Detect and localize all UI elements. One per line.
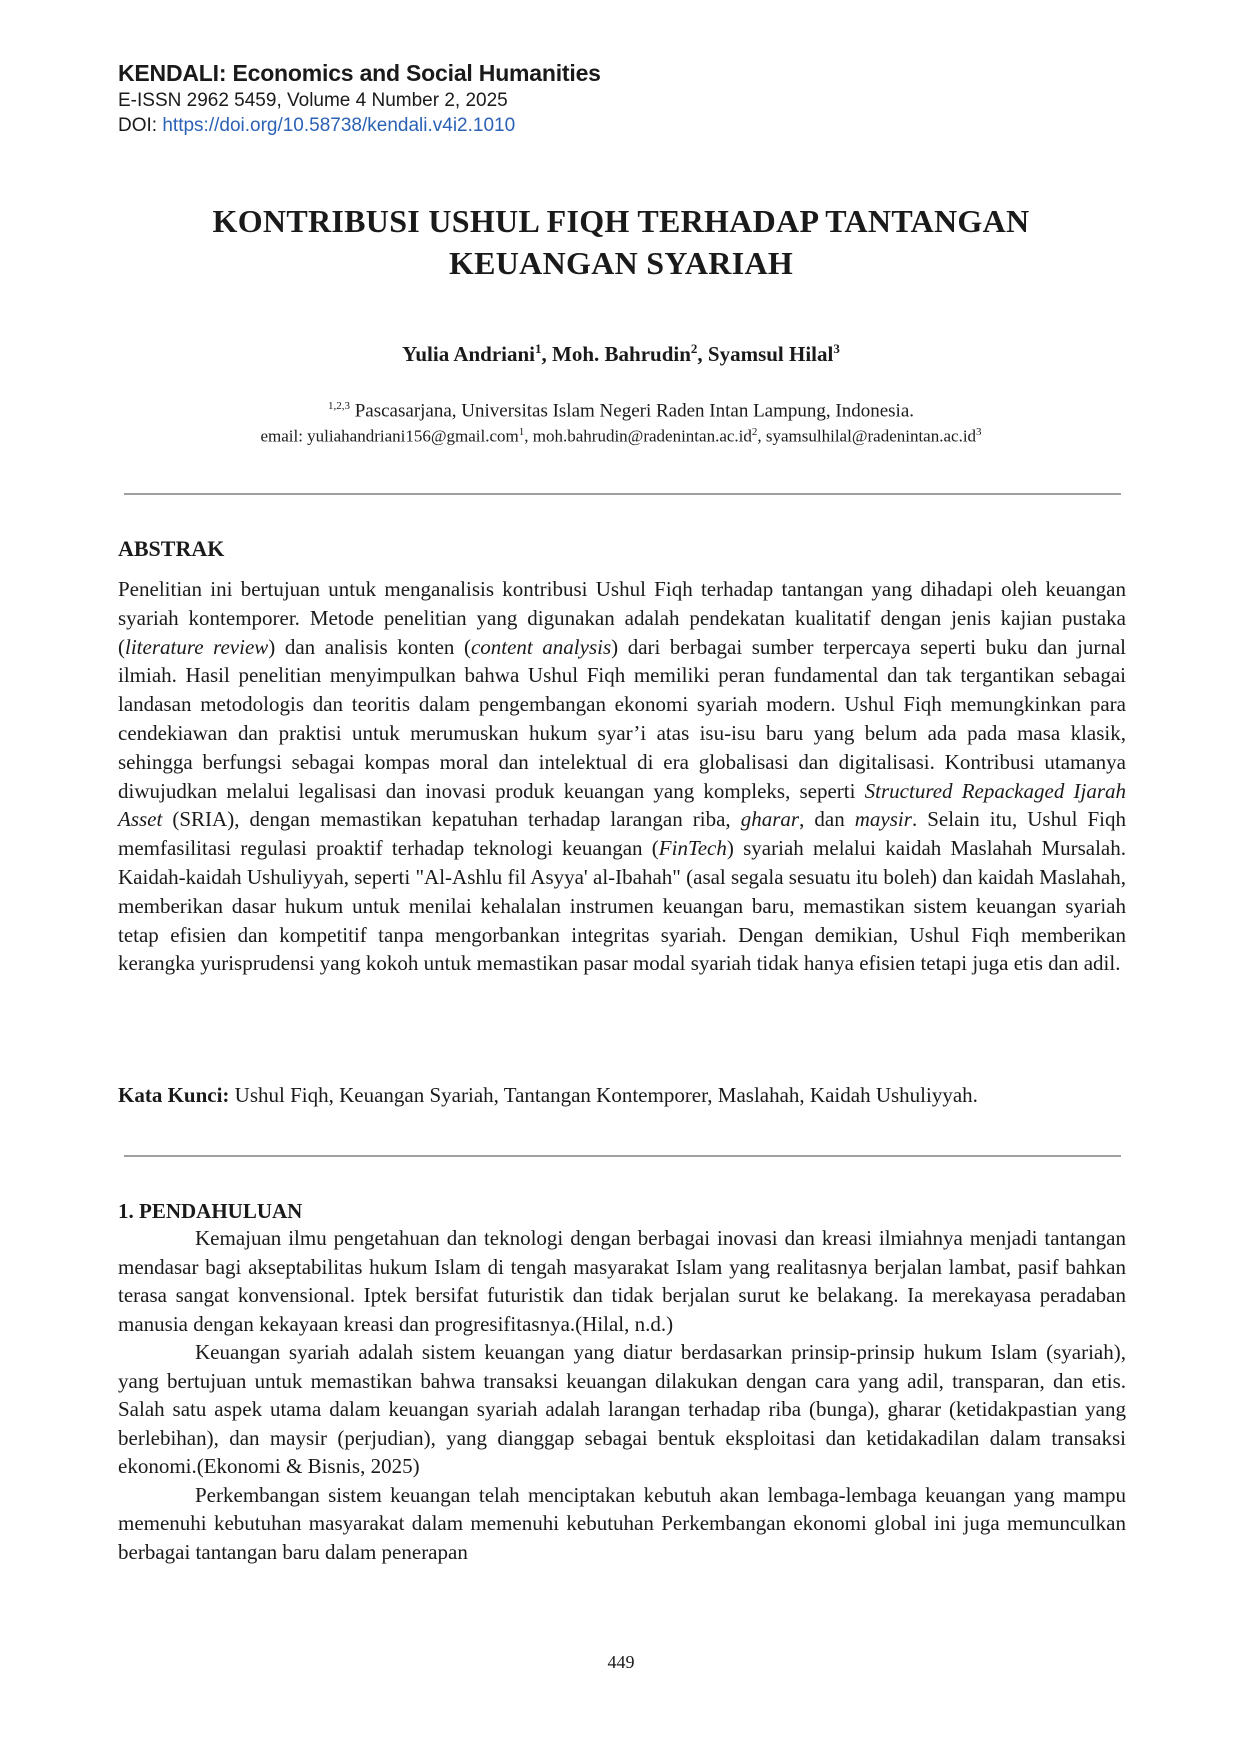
email-address[interactable]: yuliahandriani156@gmail.com <box>307 426 519 446</box>
abstract-segment: ) syariah melalui kaidah Maslahah Mursalah. Kaidah-kaidah Ushuliyyah, seperti "Al-Ashlu fil Asyya' al-Ibahah" (asal segala sesuatu itu boleh) dan kaidah Maslahah, memberikan dasar hukum untuk menilai kehalalan instrumen keuangan baru, memastikan sistem keuangan syariah tetap efisien dan kompetitif tanpa mengorbankan integritas syariah. Dengan demikian, Ushul Fiqh memberikan kerangka yurisprudensi yang kokoh untuk memastikan pasar modal syariah tidak hanya efisien tetapi juga etis dan adil. <box>118 836 1127 976</box>
email-superscript: 1 <box>518 426 525 438</box>
journal-header <box>118 58 601 138</box>
author-list: Yulia Andriani$^1$, Moh. Bahrudin$^2$, Syamsul Hilal$^3$ <box>402 341 840 366</box>
keywords-text: Ushul Fiqh, Keuangan Syariah, Tantangan Kontemporer, Maslahah, Kaidah Ushuliyyah. <box>229 1083 978 1107</box>
author-superscript: 1 <box>535 341 542 356</box>
abstract-segment: Penelitian ini bertujuan untuk menganalisis kontribusi Ushul Fiqh terhadap tantangan yang dihadapi oleh keuangan syariah kontemporer. Metode penelitian yang digunakan adalah pendekatan kualitatif dengan jenis kajian pustaka ( <box>118 577 1126 659</box>
abstract-italic: maysir <box>854 807 912 832</box>
email-address[interactable]: syamsulhilal@radenintan.ac.id <box>765 426 977 446</box>
abstract-italic: content analysis <box>470 634 612 659</box>
abstract-text <box>118 575 1126 978</box>
divider-top <box>124 493 1121 495</box>
page-number: 449 <box>607 1652 635 1672</box>
divider-bottom <box>124 1155 1121 1157</box>
section-body <box>118 1224 1126 1566</box>
abstract-segment: ) dari berbagai sumber terpercaya seperti buku dan jurnal ilmiah. Hasil penelitian menyimpulkan bahwa Ushul Fiqh memiliki peran fundamental dan tak tergantikan sebagai landasan metodologis dan teoritis dalam pengembangan ekonomi syariah modern. Ushul Fiqh memungkinkan para cendekiawan dan praktisi untuk merumuskan hukum syar’i atas isu-isu baru yang belum ada pada masa klasik, sehingga berfungsi sebagai kompas moral dan intelektual di era globalisasi dan digitalisasi. Kontribusi utamanya diwujudkan melalui legalisasi dan inovasi produk keuangan yang kompleks, seperti <box>118 634 1126 803</box>
body-paragraph: Keuangan syariah adalah sistem keuangan yang diatur berdasarkan prinsip-prinsip hukum Islam (syariah), yang bertujuan untuk memastikan bahwa transaksi keuangan dilakukan dengan cara yang adil, transparan, dan etis. Salah satu aspek utama dalam keuangan syariah adalah larangan terhadap riba (bunga), gharar (ketidakpastian yang berlebihan), dan maysir (perjudian), yang dianggap sebagai bentuk eksploitasi dan ketidakadilan dalam transaksi ekonomi.(Ekonomi & Bisnis, 2025) <box>118 1340 1126 1478</box>
abstract-segment: . Selain itu, Ushul Fiqh memfasilitasi regulasi proaktif terhadap teknologi keuangan ( <box>118 807 1126 861</box>
affiliation-superscript: 1,2,3 <box>327 400 350 412</box>
email-superscript: 3 <box>976 426 982 438</box>
section-heading: 1. PENDAHULUAN <box>118 1199 303 1223</box>
email-superscript: 2 <box>751 426 758 438</box>
abstract-italic: gharar <box>740 807 800 832</box>
keywords-label: Kata Kunci: <box>118 1083 230 1107</box>
title-line-1: KONTRIBUSI USHUL FIQH TERHADAP TANTANGAN <box>212 203 1030 239</box>
body-paragraph: Perkembangan sistem keuangan telah menciptakan kebutuh akan lembaga-lembaga keuangan yang mampu memenuhi kebutuhan masyarakat dalam memenuhi kebutuhan Perkembangan ekonomi global ini juga memunculkan berbagai tantangan baru dalam penerapan <box>118 1482 1126 1564</box>
journal-issn: E-ISSN 2962 5459, Volume 4 Number 2, 2025 <box>118 90 508 111</box>
abstract-segment: ) dan analisis konten ( <box>268 634 471 659</box>
abstract-segment: (SRIA), dengan memastikan kepatuhan terhadap larangan riba, <box>162 807 741 832</box>
abstract-italic: Structured Repackaged Ijarah Asset <box>118 778 1126 832</box>
keywords <box>118 1081 1126 1110</box>
abstract-heading: ABSTRAK <box>118 536 225 561</box>
abstract-italic: literature review <box>125 634 269 659</box>
abstract-italic: FinTech <box>658 836 727 861</box>
abstract-segment: , dan <box>799 807 855 832</box>
title-line-2: KEUANGAN SYARIAH <box>448 245 794 281</box>
affiliation-text: Pascasarjana, Universitas Islam Negeri Raden Intan Lampung, Indonesia. <box>349 400 915 422</box>
author-superscript: 2 <box>690 341 698 356</box>
journal-name: KENDALI: Economics and Social Humanities <box>118 60 601 86</box>
body-paragraph: Kemajuan ilmu pengetahuan dan teknologi dengan berbagai inovasi dan kreasi ilmiahnya menjadi tantangan mendasar bagi akseptabilitas hukum Islam di tengah masyarakat Islam yang realitasnya berjalan lambat, pasif bahkan terasa sangat konvensional. Iptek bersifat futuristik dan tidak berjalan surut ke belakang. Ia merekayasa peradaban manusia dengan kekayaan kreasi dan progresifitasnya.(Hilal, n.d.) <box>118 1226 1126 1336</box>
email-line: email: yuliahandriani156@gmail.com$^1$, $moh.bahrudin@radenintan.ac.id^2$, $syamsulhilal@radenintan.ac.id^3$ <box>260 426 982 446</box>
email-label: email: <box>260 426 308 446</box>
email-address[interactable]: moh.bahrudin@radenintan.ac.id <box>532 426 752 446</box>
author-name: Yulia Andriani <box>402 342 536 366</box>
paper-title <box>118 200 1124 284</box>
author-superscript: 3 <box>833 341 840 356</box>
journal-doi <box>118 113 601 138</box>
author-name: Moh. Bahrudin <box>552 342 691 366</box>
affiliation <box>118 394 1124 423</box>
doi-link[interactable]: https://doi.org/10.58738/kendali.v4i2.1010 <box>162 115 516 136</box>
doi-label: DOI: <box>118 115 163 136</box>
author-name: Syamsul Hilal <box>707 342 834 366</box>
